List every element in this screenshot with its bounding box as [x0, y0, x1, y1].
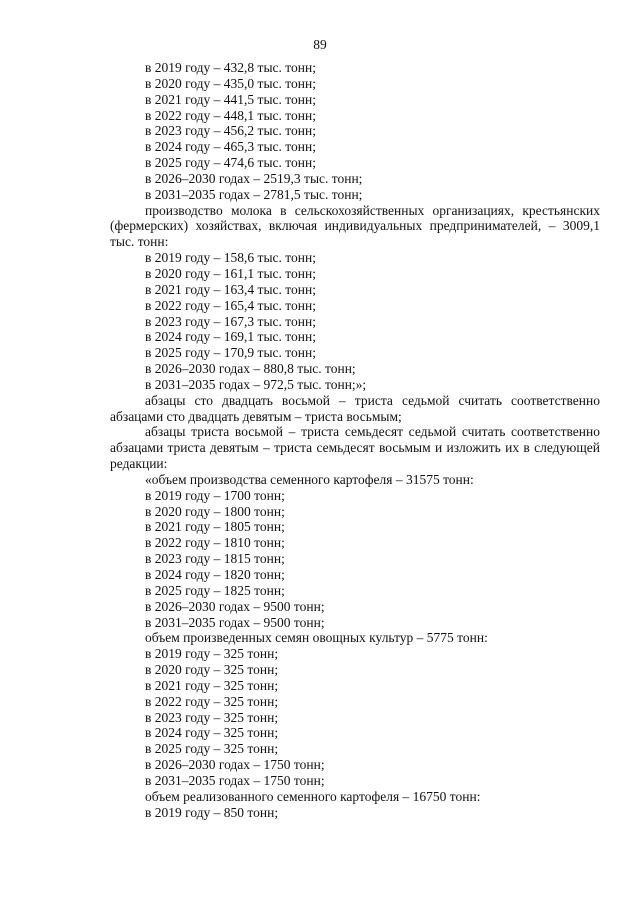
sold-potato-heading: объем реализованного семенного картофеля – 16750 тонн:	[145, 788, 481, 804]
list-item: в 2023 году – 456,2 тыс. тонн;	[145, 123, 316, 139]
list-item: в 2026–2030 годах – 1750 тонн;	[145, 757, 325, 773]
renumber-paragraph-2: абзацы триста восьмой – триста семьдесят седьмой считать соответственно абзацами триста девятым – триста семьдесят восьмым и изложить их в следующей редакции:	[110, 424, 600, 472]
list-item: в 2022 году – 325 тонн;	[145, 693, 279, 709]
list-item: в 2025 году – 170,9 тыс. тонн;	[145, 345, 316, 361]
list-item: в 2020 году – 1800 тонн;	[145, 503, 285, 519]
list-item: в 2023 году – 167,3 тыс. тонн;	[145, 313, 316, 329]
list-item: в 2022 году – 165,4 тыс. тонн;	[145, 297, 316, 313]
list-item: в 2021 году – 441,5 тыс. тонн;	[145, 91, 316, 107]
list-item: в 2021 году – 325 тонн;	[145, 677, 279, 693]
list-item: в 2031–2035 годах – 972,5 тыс. тонн;»;	[145, 376, 367, 392]
list-item: в 2023 году – 325 тонн;	[145, 709, 279, 725]
list-item: в 2020 году – 325 тонн;	[145, 662, 279, 678]
page-number: 89	[313, 37, 327, 52]
list-item: в 2020 году – 161,1 тыс. тонн;	[145, 265, 316, 281]
list-item: в 2024 году – 1820 тонн;	[145, 567, 285, 582]
milk-production-paragraph: производство молока в сельскохозяйственных организациях, крестьянских (фермерских) хозяйствах, включая индивидуальных предпринимателей, – 3009,1 тыс. тонн:	[110, 202, 600, 250]
year-list-milk	[110, 250, 600, 393]
year-list-vegetable-seed	[110, 646, 600, 789]
seed-potato-heading: «объем производства семенного картофеля – 31575 тонн:	[145, 471, 474, 487]
list-item: в 2019 году – 325 тонн;	[145, 646, 279, 662]
list-item: в 2031–2035 годах – 1750 тонн;	[145, 772, 325, 788]
list-item: в 2023 году – 1815 тонн;	[145, 551, 285, 567]
list-item: в 2026–2030 годах – 2519,3 тыс. тонн;	[145, 170, 363, 186]
list-item: в 2031–2035 годах – 2781,5 тыс. тонн;	[145, 186, 363, 202]
list-item: в 2020 году – 435,0 тыс. тонн;	[145, 75, 316, 91]
list-item: в 2019 году – 158,6 тыс. тонн;	[145, 250, 316, 266]
vegetable-seed-heading: объем произведенных семян овощных культур – 5775 тонн:	[145, 630, 488, 646]
list-item: в 2024 году – 465,3 тыс. тонн;	[145, 139, 316, 155]
list-item: в 2021 году – 1805 тонн;	[145, 519, 285, 535]
list-item: в 2024 году – 169,1 тыс. тонн;	[145, 329, 316, 345]
list-item: в 2025 году – 1825 тонн;	[145, 582, 285, 598]
renumber-paragraph-1: абзацы сто двадцать восьмой – триста седьмой считать соответственно абзацами сто двадцать девятым – триста восьмым;	[110, 392, 600, 424]
list-item: в 2019 году – 1700 тонн;	[145, 487, 285, 503]
year-list-seed-potato	[110, 488, 600, 631]
year-list-sold-potato	[110, 805, 600, 821]
list-item: в 2022 году – 448,1 тыс. тонн;	[145, 107, 316, 123]
list-item: в 2026–2030 годах – 880,8 тыс. тонн;	[145, 361, 356, 377]
list-item: в 2024 году – 325 тонн;	[145, 725, 279, 741]
list-item: в 2022 году – 1810 тонн;	[145, 535, 285, 551]
year-list-previous	[110, 60, 600, 203]
list-item: в 2026–2030 годах – 9500 тонн;	[145, 598, 325, 614]
list-item: в 2031–2035 годах – 9500 тонн;	[145, 614, 325, 630]
list-item: в 2025 году – 474,6 тыс. тонн;	[145, 155, 316, 171]
document-body	[110, 60, 600, 821]
list-item: в 2025 году – 325 тонн;	[145, 741, 279, 757]
list-item: в 2019 году – 850 тонн;	[145, 804, 279, 820]
list-item: в 2021 году – 163,4 тыс. тонн;	[145, 281, 316, 297]
list-item: в 2019 году – 432,8 тыс. тонн;	[145, 60, 316, 75]
